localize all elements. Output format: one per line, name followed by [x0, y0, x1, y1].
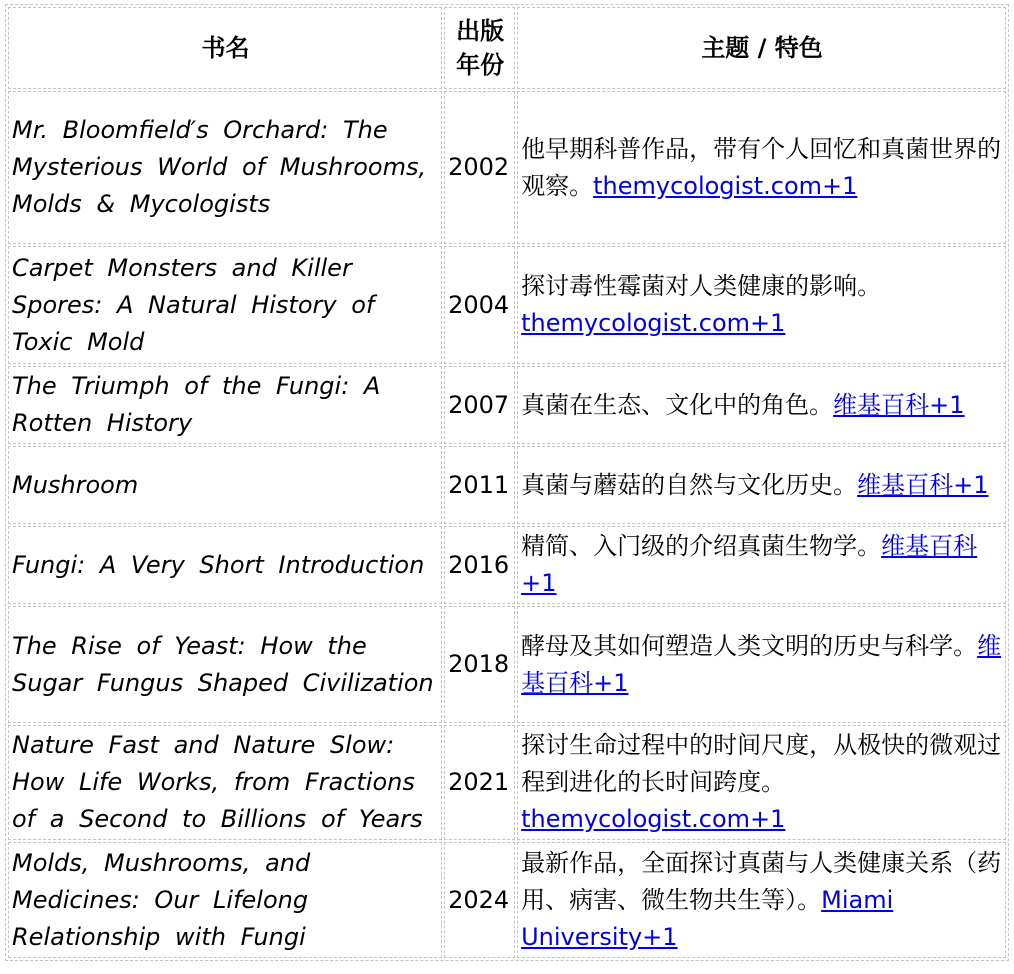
header-topic: 主题 / 特色: [517, 7, 1006, 89]
books-table: [5, 4, 1009, 961]
book-year: 2011: [444, 446, 515, 524]
book-year: 2002: [444, 91, 515, 244]
source-link[interactable]: 维基百科+1: [521, 532, 978, 597]
topic-text: 最新作品，全面探讨真菌与人类健康关系（药用、病害、微生物共生等）。: [521, 848, 1002, 914]
source-link[interactable]: 维基百科+1: [833, 390, 965, 419]
book-title: Molds, Mushrooms, and Medicines: Our Lifelong Relationship with Fungi: [8, 842, 442, 958]
topic-text: 精简、入门级的介绍真菌生物学。: [521, 532, 882, 560]
table-row: [8, 366, 1006, 444]
book-year: 2024: [444, 842, 515, 958]
topic-text: 真菌在生态、文化中的角色。: [521, 390, 834, 419]
source-link[interactable]: Miami University+1: [521, 885, 894, 951]
book-year: 2004: [444, 246, 515, 364]
book-topic: [517, 446, 1006, 524]
book-topic: [517, 246, 1006, 364]
topic-text: 真菌与蘑菇的自然与文化历史。: [521, 470, 858, 499]
table-row: [8, 526, 1006, 604]
book-topic: [517, 526, 1006, 604]
book-topic: [517, 842, 1006, 958]
topic-text: 酵母及其如何塑造人类文明的历史与科学。: [521, 631, 978, 660]
book-year: 2007: [444, 366, 515, 444]
table-row: [8, 91, 1006, 244]
book-year: 2016: [444, 526, 515, 604]
table-row: [8, 246, 1006, 364]
book-year: 2018: [444, 606, 515, 723]
header-title: 书名: [8, 7, 442, 89]
table-row: [8, 446, 1006, 524]
book-year: 2021: [444, 725, 515, 840]
topic-text: 他早期科普作品，带有个人回忆和真菌世界的观察。: [521, 134, 1002, 200]
header-year: 出版年份: [444, 7, 515, 89]
book-title: Mr. Bloomfield′s Orchard: The Mysterious World of Mushrooms, Molds & Mycologists: [8, 91, 442, 244]
topic-text: 探讨生命过程中的时间尺度，从极快的微观过程到进化的长时间跨度。: [521, 731, 1002, 796]
book-title: The Rise of Yeast: How the Sugar Fungus Shaped Civilization: [8, 606, 442, 723]
source-link[interactable]: 维基百科+1: [857, 470, 989, 499]
topic-text: 探讨毒性霉菌对人类健康的影响。: [521, 272, 882, 300]
book-title: Fungi: A Very Short Introduction: [8, 526, 442, 604]
table-row: [8, 606, 1006, 723]
book-title: Mushroom: [8, 446, 442, 524]
table-row: [8, 842, 1006, 958]
book-topic: [517, 91, 1006, 244]
book-title: Carpet Monsters and Killer Spores: A Natural History of Toxic Mold: [8, 246, 442, 364]
book-topic: [517, 366, 1006, 444]
table-row: [8, 725, 1006, 840]
book-title: Nature Fast and Nature Slow: How Life Works, from Fractions of a Second to Billions of Years: [8, 725, 442, 840]
table-header-row: [8, 7, 1006, 89]
source-link[interactable]: themycologist.com+1: [521, 309, 786, 337]
source-link[interactable]: themycologist.com+1: [521, 805, 786, 833]
book-topic: [517, 606, 1006, 723]
source-link[interactable]: 维基百科+1: [521, 631, 1002, 697]
book-title: The Triumph of the Fungi: A Rotten History: [8, 366, 442, 444]
source-link[interactable]: themycologist.com+1: [593, 171, 858, 200]
book-topic: [517, 725, 1006, 840]
